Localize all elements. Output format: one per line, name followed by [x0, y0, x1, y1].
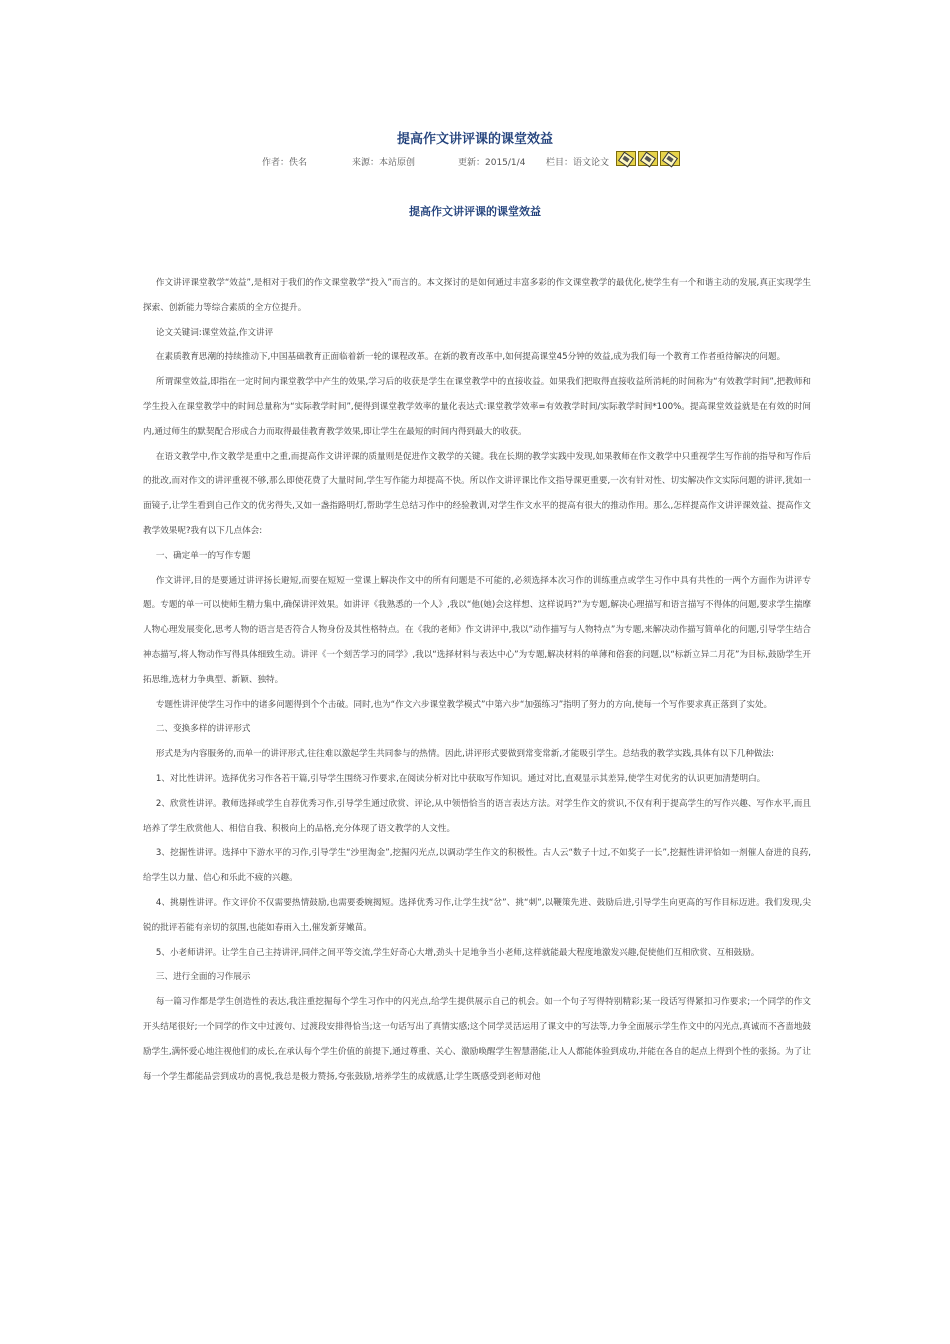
rating-stars: [616, 151, 680, 166]
rating-icon: [660, 151, 680, 166]
author-text: 作者：佚名: [262, 158, 308, 168]
category-link[interactable]: 栏目：语文论文: [546, 158, 610, 168]
paragraph: 在语文教学中,作文教学是重中之重,而提高作文讲评课的质量则是促进作文教学的关键。我在长期的教学实践中发现,如果教师在作文教学中只重视学生写作前的指导和写作后的批改,而对作文的讲评重视不够,那么即使花费了大量时间,学生写作能力却提高不快。所以作文讲评课比作文指导课更重要,一次有针对性、切实解决作文实际问题的讲评,犹如一面镜子,让学生看到自己作文的优劣得失,又如一盏指路明灯,帮助学生总结习作中的经验教训,对学生作文水平的提高有很大的推动作用。那么,怎样提高作文讲评课效益、提高作文教学效果呢?我有以下几点体会:: [143, 451, 811, 536]
list-item: 4、挑剔性讲评。作文评价不仅需要热情鼓励,也需要委婉揭短。选择优秀习作,让学生找“岔”、挑“刺”,以鞭策先进、鼓励后进,引导学生向更高的写作目标迈进。我们发现,尖锐的批评若能有亲切的氛围,也能如春雨入土,催发新芽嫩苗。: [143, 897, 811, 933]
source-text: 来源：本站原创: [352, 158, 416, 168]
section-heading: 一、确定单一的写作专题: [155, 550, 251, 561]
page-title: 提高作文讲评课的课堂效益: [396, 132, 553, 147]
list-item: 2、欣赏性讲评。教师选择或学生自荐优秀习作,引导学生通过欣赏、评论,从中领悟恰当的语言表达方法。对学生作文的赏识,不仅有利于提高学生的写作兴趣、写作水平,而且培养了学生欣赏他人、相信自我、积极向上的品格,充分体现了语文教学的人文性。: [143, 798, 811, 834]
paragraph: 在素质教育思潮的持续推动下,中国基础教育正面临着新一轮的课程改革。在新的教育改革中,如何提高课堂45分钟的效益,成为我们每一个教育工作者亟待解决的问题。: [155, 352, 786, 363]
article-body: [143, 271, 811, 1089]
rating-icon: [638, 151, 658, 166]
paragraph: 每一篇习作都是学生创造性的表达,我注重挖掘每个学生习作中的闪光点,给学生提供展示自己的机会。如一个句子写得特别精彩;某一段话写得紧扣习作要求;一个同学的作文开头结尾很好;一个同学的作文中过渡句、过渡段安排得恰当;这一句话写出了真情实感;这个同学灵活运用了课文中的写法等,力争全面展示学生作文中的闪光点,真诚而不吝啬地鼓励学生,满怀爱心地注视他们的成长,在承认每个学生价值的前提下,通过尊重、关心、激励唤醒学生智慧潜能,让人人都能体验到成功,并能在各自的起点上得到个性的张扬。为了让每一个学生都能品尝到成功的喜悦,我总是极力赞扬,夸张鼓励,培养学生的成就感,让学生既感受到老师对他: [143, 997, 811, 1082]
paragraph: 专题性讲评使学生习作中的诸多问题得到个个击破。同时,也为“作文六步课堂教学模式”中第六步“加强练习”指明了努力的方向,使每一个写作要求真正落到了实处。: [155, 699, 773, 710]
paragraph: 形式是为内容服务的,而单一的讲评形式,往往难以激起学生共同参与的热情。因此,讲评形式要做到常变常新,才能吸引学生。总结我的教学实践,具体有以下几种做法:: [155, 749, 775, 760]
article-meta: [262, 151, 722, 169]
paragraph: 作文讲评课堂教学“效益”,是相对于我们的作文课堂教学“投入”而言的。本文探讨的是如何通过丰富多彩的作文课堂教学的最优化,使学生有一个和谐主动的发展,真正实现学生探索、创新能力等综合素质的全方位提升。: [143, 278, 811, 313]
paragraph: 所谓课堂效益,即指在一定时间内课堂教学中产生的效果,学习后的收获是学生在课堂教学中的直接收益。如果我们把取得直接收益所消耗的时间称为“有效教学时间”,把教师和学生投入在课堂教学中的时间总量称为“实际教学时间”,便得到课堂教学效率的量化表达式:课堂教学效率=有效教学时间/实际教学时间*100%。提高课堂效益就是在有效的时间内,通过师生的默契配合形成合力而取得最佳教育教学效果,即让学生在最短的时间内得到最大的收获。: [143, 377, 811, 437]
rating-icon: [616, 151, 636, 166]
keywords: 论文关键词:课堂效益,作文讲评: [155, 327, 274, 338]
section-heading: 二、变换多样的讲评形式: [155, 724, 251, 735]
paragraph: 作文讲评,目的是要通过讲评扬长避短,而要在短短一堂课上解决作文中的所有问题是不可能的,必须选择本次习作的训练重点或学生习作中具有共性的一两个方面作为讲评专题。专题的单一可以使师生精力集中,确保讲评效果。如讲评《我熟悉的一个人》,我以“他(她)会这样想、这样说吗?”为专题,解决心理描写和语言描写不得体的问题,要求学生揣摩人物心理发展变化,思考人物的语言是否符合人物身份及其性格特点。在《我的老师》作文讲评中,我以“动作描写与人物特点”为专题,来解决动作描写简单化的问题,引导学生结合神态描写,将人物动作写得具体细致生动。讲评《一个刻苦学习的同学》,我以“选择材料与表达中心”为专题,解决材料的单薄和俗套的问题,以“标新立异二月花”为目标,鼓励学生开拓思维,选材力争典型、新颖、独特。: [143, 575, 811, 685]
list-item: 1、对比性讲评。选择优劣习作各若干篇,引导学生围绕习作要求,在阅读分析对比中获取写作知识。通过对比,直观显示其差异,使学生对优劣的认识更加清楚明白。: [155, 773, 766, 784]
section-heading: 三、进行全面的习作展示: [155, 972, 251, 983]
update-date-text: 更新：2015/1/4: [458, 158, 526, 168]
article-subtitle: 提高作文讲评课的课堂效益: [409, 205, 541, 218]
list-item: 5、小老师讲评。让学生自己主持讲评,同伴之间平等交流,学生好奇心大增,劲头十足地争当小老师,这样就能最大程度地激发兴趣,促使他们互相欣赏、互相鼓励。: [155, 947, 760, 958]
list-item: 3、挖掘性讲评。选择中下游水平的习作,引导学生“沙里淘金”,挖掘闪光点,以调动学生作文的积极性。古人云“数子十过,不如奖子一长”,挖掘性讲评恰如一剂催人奋进的良药,给学生以力量、信心和乐此不疲的兴趣。: [143, 848, 811, 884]
